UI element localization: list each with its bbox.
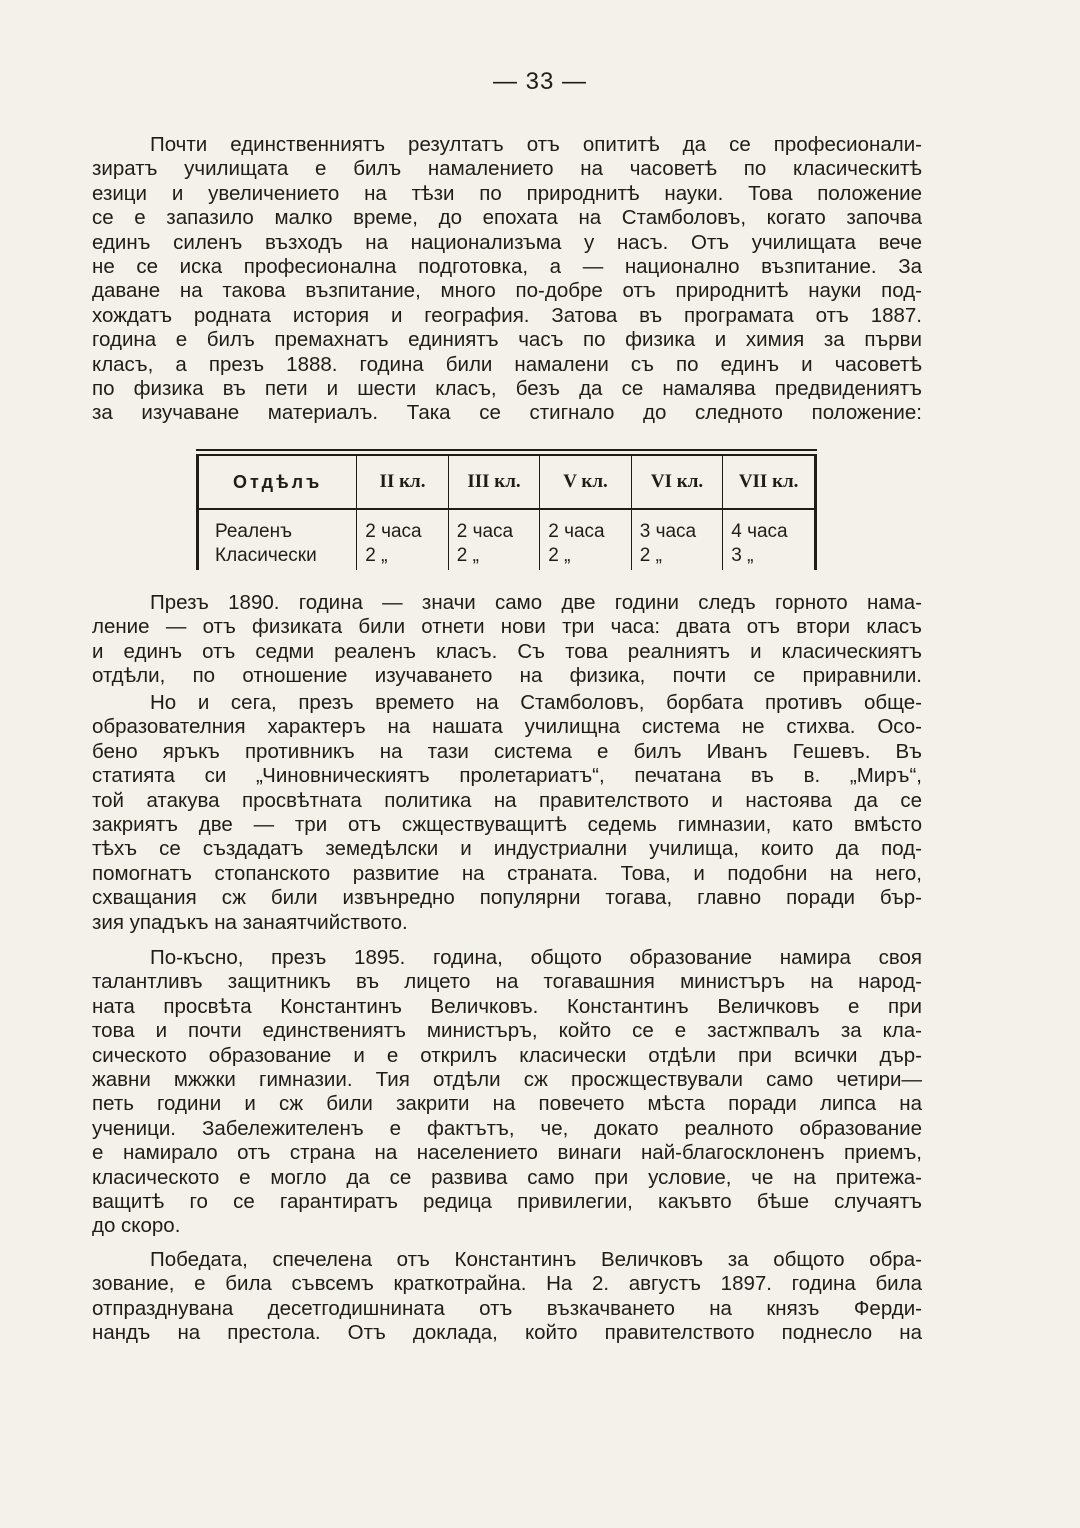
text-line: ученици. Забележителенъ е фактътъ, че, докато реалното образование [92,1116,922,1140]
table-cell: 2 часа [540,520,632,544]
text-line: това и почти единствениятъ министъръ, който се е застжпвалъ за кла- [92,1019,922,1043]
text-line: тѣхъ се създадатъ земедѣлски и индустриални училища, които да под- [92,837,922,861]
text-line: сическото образование и е открилъ класически отдѣли при всички дър- [92,1043,922,1067]
text-line: помогнатъ стопанското развитие на страната. Това, и подобни на него, [92,861,922,885]
text-line: петь години и сж били закрити на повечето мѣста поради липса на [92,1092,922,1116]
header-class-5: V кл. [540,455,632,509]
table-row [198,544,816,570]
text-line: единъ силенъ възходъ на национализъма у насъ. Отъ училищата вече [92,230,922,254]
spacer-cell [357,509,449,520]
table-top-rule [196,449,817,451]
text-line: статията си „Чиновническиятъ пролетариатъ“, печатана въ в. „Миръ“, [92,764,922,788]
spacer-cell [448,509,540,520]
header-class-6: VI кл. [631,455,723,509]
table-cell: 3 „ [723,544,816,570]
table-cell: 2 „ [631,544,723,570]
text-line: езици и увеличението на тѣзи по природнитѣ науки. Това положение [92,181,922,205]
text-line: класъ, а презъ 1888. година били намалени съ по единъ и часоветѣ [92,352,922,376]
text-line: Почти единственниятъ резултатъ отъ опититѣ да се професионали- [150,133,922,156]
table-cell: 3 часа [631,520,723,544]
text-line: класическото е могло да се развива само при условие, че на притежа- [92,1165,922,1189]
hours-table-grid [196,454,817,570]
text-line: отдѣли, по отношение изучаването на физика, почти се приравнили. [92,664,922,688]
paragraph-3 [92,691,922,935]
text-line: ление — отъ физиката били отнети нови три часа: двата отъ втори класъ [92,615,922,639]
table-cell: 2 „ [448,544,540,570]
text-line: година е билъ премахнатъ единиятъ часъ по физика и химия за първи [92,328,922,352]
text-line: зование, е била съвсемъ краткотрайна. На 2. августъ 1897. година била [92,1272,922,1296]
text-line: ната просвѣта Константинъ Величковъ. Константинъ Величковъ е при [92,994,922,1018]
table-cell: 2 „ [540,544,632,570]
text-line: отпразднувана десетгодишнината отъ възкачването на князъ Ферди- [92,1296,922,1320]
text-line: Презъ 1890. година — значи само две години следъ горното нама- [150,591,922,614]
text-line: образователния характеръ на нашата училищна система не стихва. Осо- [92,715,922,739]
text-line: По-късно, презъ 1895. година, общото образование намира своя [150,946,922,969]
header-class-2: II кл. [357,455,449,509]
spacer-cell [723,509,816,520]
paragraph-2 [92,591,922,689]
row-label: Класически [198,544,357,570]
text-line: и единъ отъ седми реаленъ класъ. Съ това реалниятъ и класическиятъ [92,639,922,663]
text-line: Но и сега, презъ времето на Стамболовъ, борбата противъ обще- [150,691,922,714]
text-line: бено яръкъ противникъ на тази система е билъ Иванъ Гешевъ. Въ [92,739,922,763]
header-class-7: VII кл. [723,455,816,509]
text-line: нандъ на престола. Отъ доклада, който правителството поднесло на [92,1321,922,1345]
text-line: ващитѣ го се гарантиратъ редица привилегии, какъвто бѣше случаятъ [92,1190,922,1214]
paragraph-4 [92,946,922,1239]
text-line: талантливъ защитникъ въ лицето на тогавашния министъръ на народ- [92,970,922,994]
paragraph-1 [92,133,922,426]
text-line: закриятъ две — три отъ сжществуващитѣ седемь гимназии, като вмѣсто [92,813,922,837]
text-line: жавни мжжки гимназии. Тия отдѣли сж просжществували само четири— [92,1068,922,1092]
table-cell: 4 часа [723,520,816,544]
header-class-3: III кл. [448,455,540,509]
spacer-cell [198,509,357,520]
hours-table [196,449,817,570]
table-row [198,520,816,544]
text-line: не се иска професионална подготовка, а — национално възпитание. За [92,255,922,279]
text-line: зиратъ училищата е билъ намалението на часоветѣ по класическитѣ [92,157,922,181]
text-line: за изучаване материалъ. Така се стигнало до следното положение: [92,401,922,425]
text-line: даване на такова възпитание, много по-добре отъ природнитѣ науки под- [92,279,922,303]
table-cell: 2 часа [357,520,449,544]
text-line: по физика въ пети и шести класъ, безъ да се намалява предвидениятъ [92,377,922,401]
spacer-cell [631,509,723,520]
page-number: — 33 — [492,68,588,95]
text-line: той атакува просвѣтната политика на правителството и настоява да се [92,788,922,812]
table-header-row [198,455,816,509]
spacer-cell [540,509,632,520]
table-cell: 2 часа [448,520,540,544]
text-line: до скоро. [92,1214,181,1238]
text-line: схващания сж били извънредно популярни тогава, главно поради бър- [92,886,922,910]
text-line: е намирало отъ страна на населението винаги най-благосклоненъ приемъ, [92,1141,922,1165]
table-spacer-row [198,509,816,520]
text-line: Победата, спечелена отъ Константинъ Величковъ за общото обра- [150,1248,922,1271]
text-line: хождатъ родната история и география. Затова въ програмата отъ 1887. [92,303,922,327]
row-label: Реаленъ [198,520,357,544]
text-line: се е запазило малко време, до епохата на Стамболовъ, когато започва [92,206,922,230]
text-line: зия упадъкъ на занаятчийството. [92,910,408,934]
paragraph-5 [92,1248,922,1346]
header-department: Отдѣлъ [198,455,357,509]
table-cell: 2 „ [357,544,449,570]
